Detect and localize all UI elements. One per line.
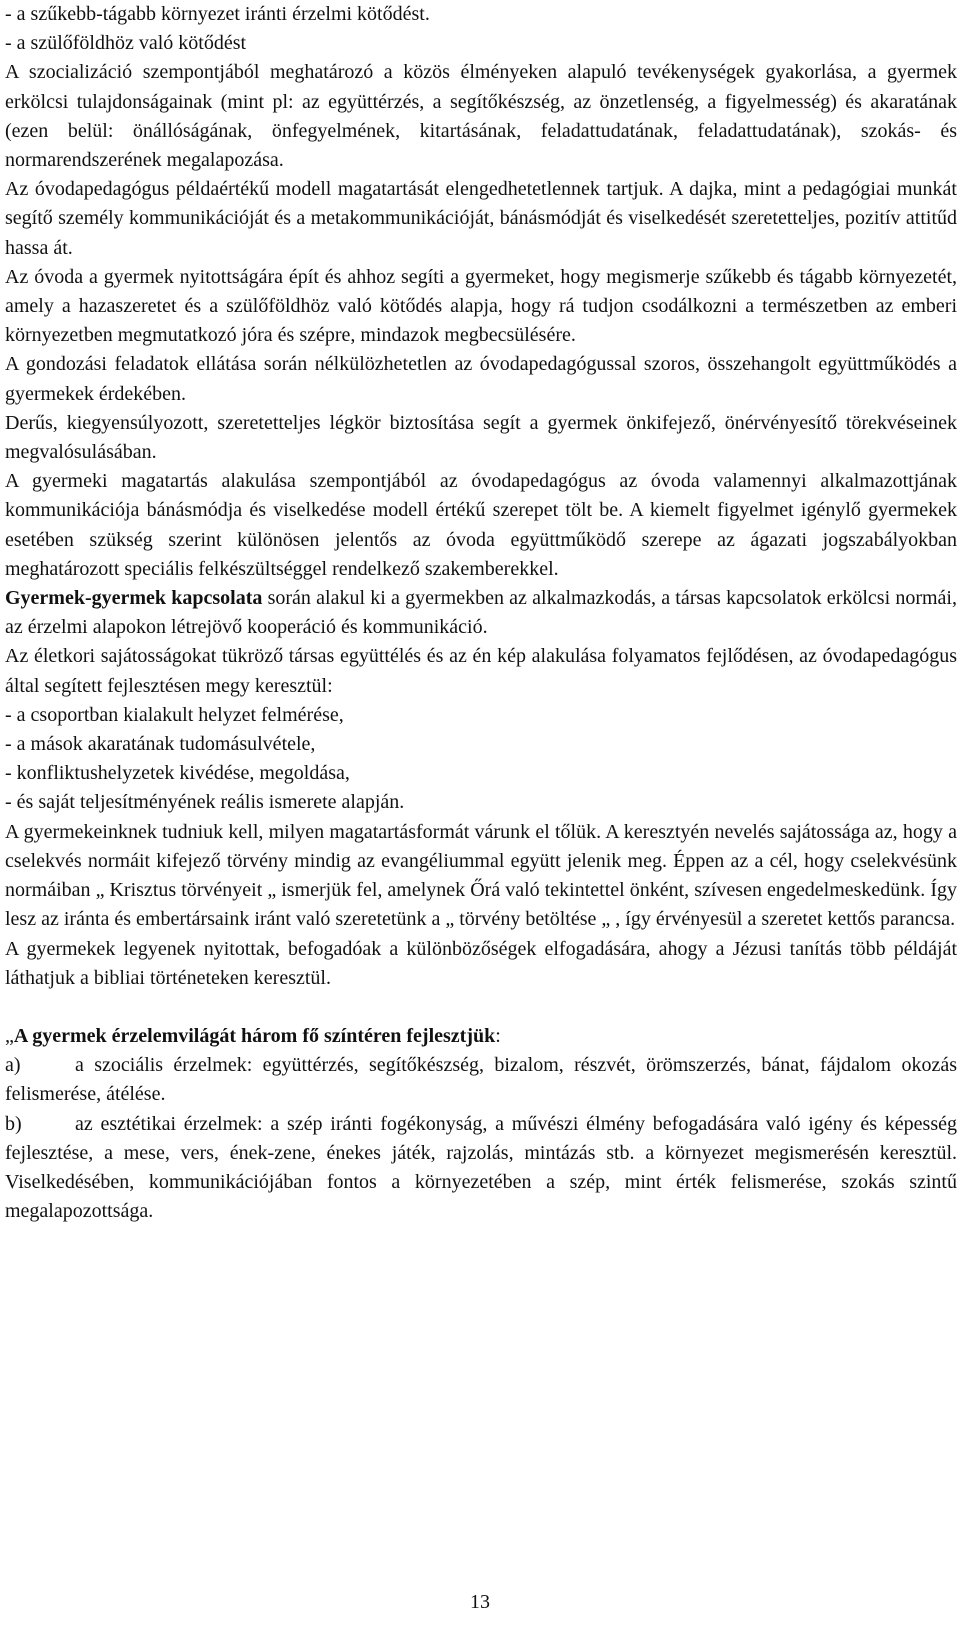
item-text: az esztétikai érzelmek: a szép iránti fogékonyság, a művészi élmény befogadására való igény és képesség fejlesztése, a mese, vers, ének-zene, énekes játék, rajzolás, mintázás stb. a környezet megismerésén keresztül. Viselkedésében, kommunikációjában fontos a környezetében a szép, mint érték felismerése, szokás szintű megalapozottsága.	[5, 1112, 957, 1223]
bold-term: Gyermek-gyermek kapcsolata	[5, 587, 263, 610]
paragraph-christian-education: A gyermekeinknek tudniuk kell, milyen magatartásformát várunk el tőlük. A keresztyén nevelés sajátossága az, hogy a cselekvés normáit kifejező törvény mindig az evangéliummal együtt jelenik meg. Éppen az a cél, hogy cselekvésünk normáiban „ Krisztus törvényeit „ ismerjük fel, amelynek Őrá való tekintettel önként, szívesen engedelmeskedünk. Így lesz az iránta és embertársaink iránt való szeretetünk a „ törvény betöltése „ , így érvényesül a szeretet kettős parancsa.	[5, 820, 957, 931]
paragraph-social-life: Az életkori sajátosságokat tükröző társas együttélés és az én kép alakulása folyamatos fejlődésen, az óvodapedagógus által segített fejlesztésen megy keresztül:	[5, 645, 957, 697]
heading-bold: A gyermek érzelemvilágát három fő színtéren fejlesztjük	[13, 1024, 496, 1047]
blank-line	[5, 993, 957, 1022]
paragraph-child-relations	[5, 584, 957, 642]
section-heading	[5, 1022, 957, 1051]
list-line: - a csoportban kialakult helyzet felmérése,	[5, 703, 344, 726]
paragraph-atmosphere: Derűs, kiegyensúlyozott, szeretetteljes légkör biztosítása segít a gyermek önkifejező, önérvényesítő törekvéseinek megvalósulásában.	[5, 411, 957, 464]
paragraph-behaviour: A gyermeki magatartás alakulása szempontjából az óvodapedagógus az óvoda valamennyi alkalmazottjának kommunikációja bánásmódja és viselkedése modell értékű szerepet tölt be. A kiemelt figyelmet igénylő gyermekek esetében szükség szerint különösen jelentős az óvoda együttműködő szerepe az ágazati jogszabályokban meghatározott speciális felkészültséggel rendelkező szakemberekkel.	[5, 470, 957, 580]
list-line: - a mások akaratának tudomásulvétele,	[5, 733, 316, 756]
page-number: 13	[470, 1591, 490, 1613]
item-label: b)	[5, 1112, 22, 1135]
item-b	[5, 1110, 957, 1227]
list-line: - a szűkebb-tágabb környezet iránti érzelmi kötődést.	[5, 3, 430, 25]
list-line: - a szülőföldhöz való kötődést	[5, 32, 247, 55]
paragraph-text: során alakul ki a gyermekben az alkalmazkodás, a társas kapcsolatok erkölcsi normái, az érzelmi alapokon létrejövő kooperáció és kommunikáció.	[5, 587, 957, 639]
item-label: a)	[5, 1054, 21, 1077]
paragraph-role-model: Az óvodapedagógus példaértékű modell magatartását elengedhetetlennek tartjuk. A dajka, mint a pedagógiai munkát segítő személy kommunikációját és a metakommunikációját, bánásmódját és viselkedését szeretetteljes, pozitív attitűd hassa át.	[5, 178, 957, 259]
paragraph-openness: Az óvoda a gyermek nyitottságára épít és ahhoz segíti a gyermeket, hogy megismerje szűkebb és tágabb környezetét, amely a hazaszeretet és a szülőföldhöz való kötődés alapja, hogy rá tudjon csodálkozni a természetben az emberi környezetben megmutatkozó jóra és szépre, mindazok megbecsülésére.	[5, 265, 957, 347]
item-a	[5, 1051, 957, 1109]
list-line: - és saját teljesítményének reális ismerete alapján.	[5, 791, 405, 814]
item-text: a szociális érzelmek: együttérzés, segítőkészség, bizalom, részvét, örömszerzés, bánat, fájdalom okozás felismerése, átélése.	[5, 1054, 957, 1106]
paragraph-openness-differences: A gyermekek legyenek nyitottak, befogadóak a különbözőségek elfogadására, ahogy a Jézusi tanítás több példáját láthatjuk a bibliai történeteken keresztül.	[5, 937, 957, 989]
paragraph-care-tasks: A gondozási feladatok ellátása során nélkülözhetetlen az óvodapedagógussal szoros, összehangolt együttműködés a gyermekek érdekében.	[5, 353, 957, 405]
document-page	[5, 0, 957, 1226]
paragraph-socialization: A szocializáció szempontjából meghatározó a közös élményeken alapuló tevékenységek gyakorlása, a gyermek erkölcsi tulajdonságainak (mint pl: az együttérzés, a segítőkészség, az önzetlenség, a figyelmesség) és akaratának (ezen belül: önállóságának, önfegyelmének, kitartásának, feladattudatának, feladattudatának), szokás- és normarendszerének megalapozása.	[5, 61, 957, 172]
heading-quote: „	[5, 1024, 14, 1047]
list-line: - konfliktushelyzetek kivédése, megoldása,	[5, 762, 350, 785]
heading-colon: :	[495, 1024, 501, 1047]
